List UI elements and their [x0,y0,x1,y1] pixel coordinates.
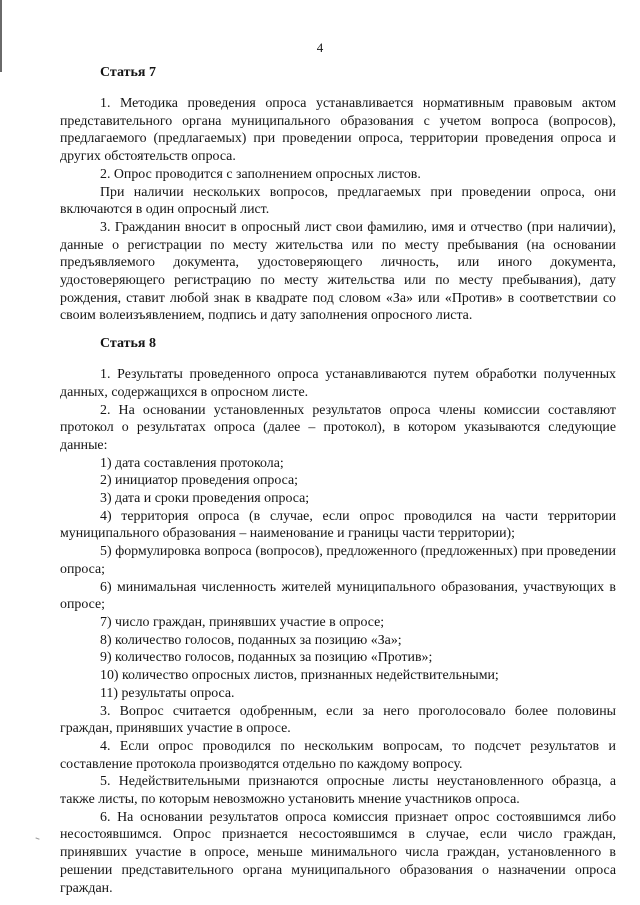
article-8-list-item: 5) формулировка вопроса (вопросов), предложенного (предложенных) при проведении опроса; [60,544,616,577]
article-8-list-item: 1) дата составления протокола; [100,455,284,471]
scan-speck-mark [34,837,39,842]
article-7-paragraph: 2. Опрос проводится с заполнением опросных листов. [100,166,421,182]
article-7-paragraph: 3. Гражданин вносит в опросный лист свои фамилию, имя и отчество (при наличии), данные о регистрации по месту жительства или по месту пребывания (на основании предъявляемого документа, удостоверяющего личность, или иного документа, удостоверяющего регистрацию по месту жительства или по месту пребывания), дату рождения, ставит любой знак в квадрате под словом «За» или «Против» в соответствии со своим волеизъявлением, подпись и дату заполнения опросного листа. [60,219,616,324]
article-8-list-item: 6) минимальная численность жителей муниципального образования, участвующих в опросе; [60,579,616,613]
article-8-list-item: 8) количество голосов, поданных за позицию «За»; [100,632,402,648]
article-7-heading: Статья 7 [100,65,156,80]
article-8-list-item: 11) результаты опроса. [100,685,235,701]
article-8-list-item: 3) дата и сроки проведения опроса; [100,491,310,507]
article-8-paragraph: 1. Результаты проведенного опроса устанавливаются путем обработки полученных данных, содержащихся в опросном листе. [60,367,616,400]
article-8-list-item: 2) инициатор проведения опроса; [100,473,298,489]
article-8-paragraph: 6. На основании результатов опроса комиссия признает опрос состоявшимся либо несостоявшимся. Опрос признается несостоявшимся в случае, если число граждан, принявших участие в опросе, меньше минимального числа граждан, установленного в решении представительного органа муниципального образования о назначении опроса граждан. [60,809,616,896]
article-8-paragraph: 2. На основании установленных результатов опроса члены комиссии составляют протокол о результатах опроса (далее – протокол), в котором указываются следующие данные: [60,402,616,453]
article-7-paragraph: При наличии нескольких вопросов, предлагаемых при проведении опроса, они включаются в один опросный лист. [60,184,616,218]
article-8-paragraph: 4. Если опрос проводился по нескольким вопросам, то подсчет результатов и составление протокола производятся отдельно по каждому вопросу. [60,738,616,772]
article-8-list-item: 7) число граждан, принявших участие в опросе; [100,614,385,630]
page-number: 4 [316,40,324,55]
article-7-paragraph: 1. Методика проведения опроса устанавливается нормативным правовым актом представительного органа муниципального образования с учетом вопроса (вопросов), предлагаемого (предлагаемых) при проведении опроса, территории проведения опроса и других обстоятельств опроса. [60,96,616,165]
document-body [60,60,616,897]
article-8-list-item: 4) территория опроса (в случае, если опрос проводился на части территории муниципального образования – наименование и границы части территории); [60,508,616,542]
article-8-list-item: 9) количество голосов, поданных за позицию «Против»; [100,650,433,666]
article-8-paragraph: 3. Вопрос считается одобренным, если за него проголосовало более половины граждан, принявших участие в опросе. [60,703,616,737]
article-8-paragraph: 5. Недействительными признаются опросные листы неустановленного образца, а также листы, по которым невозможно установить мнение участников опроса. [60,774,616,808]
scan-edge-mark [0,0,2,72]
article-8-heading: Статья 8 [100,336,156,352]
article-8-list-item: 10) количество опросных листов, признанных недействительными; [100,668,499,684]
